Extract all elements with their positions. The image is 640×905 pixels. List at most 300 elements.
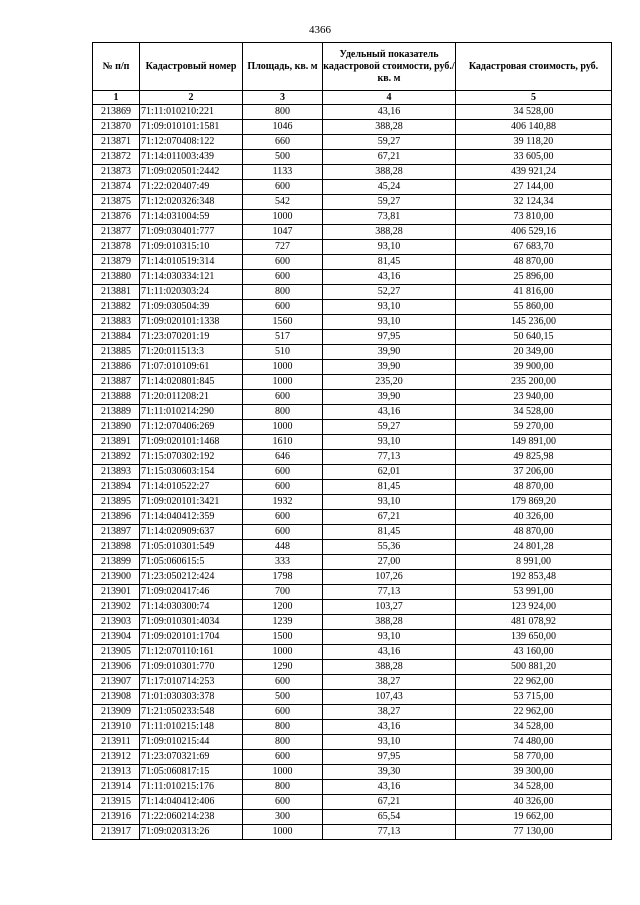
- cadastral-value-cell: 139 650,00: [456, 630, 612, 645]
- table-row: [93, 720, 612, 735]
- cadastral-number-cell: 71:23:050212:424: [140, 570, 243, 585]
- cadastral-value-cell: 34 528,00: [456, 105, 612, 120]
- specific-value-cell: 93,10: [323, 240, 456, 255]
- cadastral-value-cell: 22 962,00: [456, 705, 612, 720]
- area-cell: 500: [243, 690, 323, 705]
- area-cell: 517: [243, 330, 323, 345]
- row-number-cell: 213904: [93, 630, 140, 645]
- cadastral-number-cell: 71:11:010210:221: [140, 105, 243, 120]
- cadastral-value-cell: 34 528,00: [456, 720, 612, 735]
- table-row: [93, 615, 612, 630]
- cadastral-value-cell: 55 860,00: [456, 300, 612, 315]
- row-number-cell: 213879: [93, 255, 140, 270]
- cadastral-number-cell: 71:20:011513:3: [140, 345, 243, 360]
- row-number-cell: 213911: [93, 735, 140, 750]
- table-row: [93, 765, 612, 780]
- specific-value-cell: 93,10: [323, 435, 456, 450]
- row-number-cell: 213915: [93, 795, 140, 810]
- area-cell: 600: [243, 795, 323, 810]
- cadastral-value-cell: 39 118,20: [456, 135, 612, 150]
- specific-value-cell: 52,27: [323, 285, 456, 300]
- area-cell: 1798: [243, 570, 323, 585]
- area-cell: 800: [243, 105, 323, 120]
- table-row: [93, 645, 612, 660]
- column-number-3: 3: [243, 91, 323, 105]
- specific-value-cell: 39,90: [323, 345, 456, 360]
- table-row: [93, 735, 612, 750]
- cadastral-number-cell: 71:09:020101:1704: [140, 630, 243, 645]
- row-number-cell: 213881: [93, 285, 140, 300]
- area-cell: 600: [243, 480, 323, 495]
- area-cell: 510: [243, 345, 323, 360]
- cadastral-value-cell: 23 940,00: [456, 390, 612, 405]
- specific-value-cell: 43,16: [323, 105, 456, 120]
- area-cell: 600: [243, 705, 323, 720]
- area-cell: 300: [243, 810, 323, 825]
- cadastral-number-cell: 71:15:030603:154: [140, 465, 243, 480]
- cadastral-value-cell: 40 326,00: [456, 510, 612, 525]
- row-number-cell: 213875: [93, 195, 140, 210]
- cadastral-value-cell: 39 300,00: [456, 765, 612, 780]
- row-number-cell: 213885: [93, 345, 140, 360]
- cadastral-value-cell: 406 140,88: [456, 120, 612, 135]
- cadastral-value-cell: 34 528,00: [456, 780, 612, 795]
- area-cell: 1560: [243, 315, 323, 330]
- cadastral-number-cell: 71:11:010215:148: [140, 720, 243, 735]
- column-number-2: 2: [140, 91, 243, 105]
- table-row: [93, 330, 612, 345]
- row-number-cell: 213877: [93, 225, 140, 240]
- area-cell: 600: [243, 255, 323, 270]
- row-number-cell: 213872: [93, 150, 140, 165]
- column-number-1: 1: [93, 91, 140, 105]
- area-cell: 1000: [243, 210, 323, 225]
- table-row: [93, 480, 612, 495]
- table-row: [93, 540, 612, 555]
- table-row: [93, 270, 612, 285]
- table-row: [93, 120, 612, 135]
- cadastral-value-cell: 32 124,34: [456, 195, 612, 210]
- cadastral-value-cell: 53 715,00: [456, 690, 612, 705]
- cadastral-number-cell: 71:22:020407:49: [140, 180, 243, 195]
- area-cell: 600: [243, 750, 323, 765]
- cadastral-value-cell: 59 270,00: [456, 420, 612, 435]
- table-row: [93, 390, 612, 405]
- cadastral-number-cell: 71:14:031004:59: [140, 210, 243, 225]
- area-cell: 700: [243, 585, 323, 600]
- cadastral-value-cell: 34 528,00: [456, 405, 612, 420]
- table-row: [93, 315, 612, 330]
- table-row: [93, 285, 612, 300]
- area-cell: 646: [243, 450, 323, 465]
- area-cell: 1046: [243, 120, 323, 135]
- specific-value-cell: 39,90: [323, 390, 456, 405]
- table-row: [93, 525, 612, 540]
- cadastral-value-cell: 73 810,00: [456, 210, 612, 225]
- cadastral-value-cell: 24 801,28: [456, 540, 612, 555]
- cadastral-value-cell: 48 870,00: [456, 255, 612, 270]
- cadastral-number-cell: 71:20:011208:21: [140, 390, 243, 405]
- specific-value-cell: 81,45: [323, 480, 456, 495]
- specific-value-cell: 67,21: [323, 795, 456, 810]
- cadastral-value-cell: 67 683,70: [456, 240, 612, 255]
- row-number-cell: 213893: [93, 465, 140, 480]
- row-number-cell: 213870: [93, 120, 140, 135]
- cadastral-value-cell: 439 921,24: [456, 165, 612, 180]
- area-cell: 600: [243, 675, 323, 690]
- row-number-cell: 213912: [93, 750, 140, 765]
- row-number-cell: 213913: [93, 765, 140, 780]
- header-area: Площадь, кв. м: [243, 43, 323, 91]
- cadastral-number-cell: 71:14:040412:406: [140, 795, 243, 810]
- row-number-cell: 213878: [93, 240, 140, 255]
- cadastral-number-cell: 71:09:010215:44: [140, 735, 243, 750]
- column-number-row: [93, 91, 612, 105]
- cadastral-number-cell: 71:11:010215:176: [140, 780, 243, 795]
- specific-value-cell: 93,10: [323, 735, 456, 750]
- row-number-cell: 213902: [93, 600, 140, 615]
- specific-value-cell: 388,28: [323, 165, 456, 180]
- area-cell: 1000: [243, 825, 323, 840]
- table-row: [93, 210, 612, 225]
- area-cell: 1239: [243, 615, 323, 630]
- specific-value-cell: 388,28: [323, 225, 456, 240]
- cadastral-value-cell: 19 662,00: [456, 810, 612, 825]
- table-row: [93, 450, 612, 465]
- specific-value-cell: 93,10: [323, 315, 456, 330]
- cadastral-number-cell: 71:09:010301:4034: [140, 615, 243, 630]
- area-cell: 448: [243, 540, 323, 555]
- specific-value-cell: 59,27: [323, 420, 456, 435]
- area-cell: 600: [243, 270, 323, 285]
- cadastral-value-cell: 481 078,92: [456, 615, 612, 630]
- row-number-cell: 213884: [93, 330, 140, 345]
- row-number-cell: 213886: [93, 360, 140, 375]
- cadastral-number-cell: 71:14:030334:121: [140, 270, 243, 285]
- row-number-cell: 213876: [93, 210, 140, 225]
- table-row: [93, 405, 612, 420]
- area-cell: 800: [243, 735, 323, 750]
- cadastral-value-cell: 40 326,00: [456, 795, 612, 810]
- specific-value-cell: 388,28: [323, 120, 456, 135]
- row-number-cell: 213874: [93, 180, 140, 195]
- page-number: 4366: [309, 24, 331, 36]
- specific-value-cell: 62,01: [323, 465, 456, 480]
- table-row: [93, 585, 612, 600]
- row-number-cell: 213905: [93, 645, 140, 660]
- area-cell: 800: [243, 780, 323, 795]
- specific-value-cell: 93,10: [323, 300, 456, 315]
- cadastral-value-cell: 48 870,00: [456, 525, 612, 540]
- table-row: [93, 360, 612, 375]
- cadastral-value-cell: 74 480,00: [456, 735, 612, 750]
- cadastral-value-cell: 33 605,00: [456, 150, 612, 165]
- specific-value-cell: 38,27: [323, 705, 456, 720]
- cadastral-value-cell: 406 529,16: [456, 225, 612, 240]
- specific-value-cell: 38,27: [323, 675, 456, 690]
- cadastral-value-cell: 77 130,00: [456, 825, 612, 840]
- table-row: [93, 375, 612, 390]
- cadastral-number-cell: 71:14:011003:439: [140, 150, 243, 165]
- cadastral-number-cell: 71:14:030300:74: [140, 600, 243, 615]
- table-row: [93, 300, 612, 315]
- table-header-row: [93, 43, 612, 91]
- cadastral-number-cell: 71:23:070201:19: [140, 330, 243, 345]
- header-specific-value: Удельный показатель кадастровой стоимости, руб./кв. м: [323, 43, 456, 91]
- cadastral-value-cell: 37 206,00: [456, 465, 612, 480]
- specific-value-cell: 67,21: [323, 510, 456, 525]
- cadastral-value-cell: 8 991,00: [456, 555, 612, 570]
- cadastral-number-cell: 71:07:010109:61: [140, 360, 243, 375]
- cadastral-number-cell: 71:14:010519:314: [140, 255, 243, 270]
- table-row: [93, 510, 612, 525]
- header-cadastral-value: Кадастровая стоимость, руб.: [456, 43, 612, 91]
- table-row: [93, 180, 612, 195]
- area-cell: 1290: [243, 660, 323, 675]
- cadastral-value-cell: 25 896,00: [456, 270, 612, 285]
- cadastral-number-cell: 71:01:030303:378: [140, 690, 243, 705]
- specific-value-cell: 235,20: [323, 375, 456, 390]
- table-row: [93, 465, 612, 480]
- area-cell: 333: [243, 555, 323, 570]
- table-row: [93, 600, 612, 615]
- table-row: [93, 255, 612, 270]
- specific-value-cell: 55,36: [323, 540, 456, 555]
- specific-value-cell: 97,95: [323, 750, 456, 765]
- row-number-cell: 213907: [93, 675, 140, 690]
- cadastral-number-cell: 71:09:010301:770: [140, 660, 243, 675]
- row-number-cell: 213896: [93, 510, 140, 525]
- specific-value-cell: 81,45: [323, 525, 456, 540]
- table-row: [93, 495, 612, 510]
- specific-value-cell: 43,16: [323, 270, 456, 285]
- cadastral-number-cell: 71:09:020101:1468: [140, 435, 243, 450]
- row-number-cell: 213888: [93, 390, 140, 405]
- table-row: [93, 660, 612, 675]
- cadastral-number-cell: 71:05:060615:5: [140, 555, 243, 570]
- specific-value-cell: 77,13: [323, 585, 456, 600]
- specific-value-cell: 107,26: [323, 570, 456, 585]
- cadastral-number-cell: 71:17:010714:253: [140, 675, 243, 690]
- table-row: [93, 750, 612, 765]
- row-number-cell: 213916: [93, 810, 140, 825]
- row-number-cell: 213899: [93, 555, 140, 570]
- specific-value-cell: 43,16: [323, 720, 456, 735]
- area-cell: 600: [243, 510, 323, 525]
- area-cell: 1000: [243, 765, 323, 780]
- area-cell: 1500: [243, 630, 323, 645]
- specific-value-cell: 107,43: [323, 690, 456, 705]
- area-cell: 600: [243, 180, 323, 195]
- area-cell: 660: [243, 135, 323, 150]
- header-cadastral-number: Кадастровый номер: [140, 43, 243, 91]
- row-number-cell: 213871: [93, 135, 140, 150]
- cadastral-value-cell: 48 870,00: [456, 480, 612, 495]
- row-number-cell: 213900: [93, 570, 140, 585]
- cadastral-number-cell: 71:22:060214:238: [140, 810, 243, 825]
- cadastral-number-cell: 71:15:070302:192: [140, 450, 243, 465]
- area-cell: 600: [243, 300, 323, 315]
- cadastral-value-cell: 50 640,15: [456, 330, 612, 345]
- table-row: [93, 570, 612, 585]
- area-cell: 1000: [243, 645, 323, 660]
- cadastral-value-cell: 500 881,20: [456, 660, 612, 675]
- row-number-cell: 213914: [93, 780, 140, 795]
- area-cell: 1610: [243, 435, 323, 450]
- row-number-cell: 213869: [93, 105, 140, 120]
- table-row: [93, 555, 612, 570]
- cadastral-number-cell: 71:05:060817:15: [140, 765, 243, 780]
- row-number-cell: 213895: [93, 495, 140, 510]
- specific-value-cell: 93,10: [323, 630, 456, 645]
- row-number-cell: 213901: [93, 585, 140, 600]
- area-cell: 600: [243, 525, 323, 540]
- row-number-cell: 213917: [93, 825, 140, 840]
- row-number-cell: 213898: [93, 540, 140, 555]
- cadastral-value-cell: 123 924,00: [456, 600, 612, 615]
- area-cell: 1000: [243, 375, 323, 390]
- table-row: [93, 780, 612, 795]
- specific-value-cell: 39,90: [323, 360, 456, 375]
- cadastral-value-table: [92, 42, 612, 840]
- table-row: [93, 690, 612, 705]
- table-row: [93, 825, 612, 840]
- specific-value-cell: 45,24: [323, 180, 456, 195]
- row-number-cell: 213908: [93, 690, 140, 705]
- cadastral-number-cell: 71:12:070408:122: [140, 135, 243, 150]
- cadastral-number-cell: 71:09:010101:1581: [140, 120, 243, 135]
- cadastral-number-cell: 71:12:070110:161: [140, 645, 243, 660]
- row-number-cell: 213894: [93, 480, 140, 495]
- table-row: [93, 345, 612, 360]
- specific-value-cell: 77,13: [323, 825, 456, 840]
- cadastral-value-cell: 20 349,00: [456, 345, 612, 360]
- area-cell: 1000: [243, 360, 323, 375]
- cadastral-value-cell: 149 891,00: [456, 435, 612, 450]
- row-number-cell: 213880: [93, 270, 140, 285]
- area-cell: 1133: [243, 165, 323, 180]
- cadastral-number-cell: 71:14:020801:845: [140, 375, 243, 390]
- cadastral-number-cell: 71:11:020303:24: [140, 285, 243, 300]
- cadastral-value-cell: 179 869,20: [456, 495, 612, 510]
- cadastral-number-cell: 71:12:020326:348: [140, 195, 243, 210]
- cadastral-number-cell: 71:14:010522:27: [140, 480, 243, 495]
- table-row: [93, 795, 612, 810]
- cadastral-number-cell: 71:09:030504:39: [140, 300, 243, 315]
- header-row-number: № п/п: [93, 43, 140, 91]
- specific-value-cell: 103,27: [323, 600, 456, 615]
- row-number-cell: 213906: [93, 660, 140, 675]
- cadastral-number-cell: 71:09:020417:46: [140, 585, 243, 600]
- area-cell: 500: [243, 150, 323, 165]
- row-number-cell: 213892: [93, 450, 140, 465]
- cadastral-value-cell: 27 144,00: [456, 180, 612, 195]
- specific-value-cell: 43,16: [323, 780, 456, 795]
- cadastral-value-cell: 145 236,00: [456, 315, 612, 330]
- row-number-cell: 213883: [93, 315, 140, 330]
- cadastral-number-cell: 71:21:050233:548: [140, 705, 243, 720]
- row-number-cell: 213873: [93, 165, 140, 180]
- table-row: [93, 135, 612, 150]
- cadastral-number-cell: 71:09:020101:1338: [140, 315, 243, 330]
- cadastral-number-cell: 71:14:040412:359: [140, 510, 243, 525]
- table-body: [93, 105, 612, 840]
- specific-value-cell: 388,28: [323, 660, 456, 675]
- area-cell: 542: [243, 195, 323, 210]
- row-number-cell: 213882: [93, 300, 140, 315]
- cadastral-number-cell: 71:23:070321:69: [140, 750, 243, 765]
- area-cell: 1932: [243, 495, 323, 510]
- table-row: [93, 240, 612, 255]
- table-row: [93, 675, 612, 690]
- row-number-cell: 213889: [93, 405, 140, 420]
- specific-value-cell: 43,16: [323, 405, 456, 420]
- cadastral-value-cell: 235 200,00: [456, 375, 612, 390]
- area-cell: 1000: [243, 420, 323, 435]
- specific-value-cell: 81,45: [323, 255, 456, 270]
- specific-value-cell: 65,54: [323, 810, 456, 825]
- cadastral-value-cell: 43 160,00: [456, 645, 612, 660]
- row-number-cell: 213897: [93, 525, 140, 540]
- specific-value-cell: 77,13: [323, 450, 456, 465]
- row-number-cell: 213903: [93, 615, 140, 630]
- column-number-4: 4: [323, 91, 456, 105]
- cadastral-number-cell: 71:09:020313:26: [140, 825, 243, 840]
- specific-value-cell: 73,81: [323, 210, 456, 225]
- cadastral-value-cell: 192 853,48: [456, 570, 612, 585]
- cadastral-number-cell: 71:11:010214:290: [140, 405, 243, 420]
- area-cell: 800: [243, 405, 323, 420]
- cadastral-number-cell: 71:09:030401:777: [140, 225, 243, 240]
- area-cell: 727: [243, 240, 323, 255]
- area-cell: 1047: [243, 225, 323, 240]
- area-cell: 600: [243, 465, 323, 480]
- specific-value-cell: 97,95: [323, 330, 456, 345]
- table-row: [93, 105, 612, 120]
- table-row: [93, 810, 612, 825]
- area-cell: 1200: [243, 600, 323, 615]
- table-row: [93, 435, 612, 450]
- row-number-cell: 213890: [93, 420, 140, 435]
- table-row: [93, 705, 612, 720]
- row-number-cell: 213887: [93, 375, 140, 390]
- specific-value-cell: 43,16: [323, 645, 456, 660]
- table-row: [93, 420, 612, 435]
- area-cell: 600: [243, 390, 323, 405]
- cadastral-number-cell: 71:09:010315:10: [140, 240, 243, 255]
- specific-value-cell: 39,30: [323, 765, 456, 780]
- table-row: [93, 225, 612, 240]
- table-row: [93, 630, 612, 645]
- cadastral-number-cell: 71:09:020101:3421: [140, 495, 243, 510]
- row-number-cell: 213910: [93, 720, 140, 735]
- cadastral-number-cell: 71:14:020909:637: [140, 525, 243, 540]
- row-number-cell: 213909: [93, 705, 140, 720]
- specific-value-cell: 388,28: [323, 615, 456, 630]
- area-cell: 800: [243, 285, 323, 300]
- specific-value-cell: 93,10: [323, 495, 456, 510]
- specific-value-cell: 27,00: [323, 555, 456, 570]
- cadastral-value-cell: 53 991,00: [456, 585, 612, 600]
- specific-value-cell: 59,27: [323, 135, 456, 150]
- area-cell: 800: [243, 720, 323, 735]
- cadastral-number-cell: 71:09:020501:2442: [140, 165, 243, 180]
- cadastral-value-cell: 22 962,00: [456, 675, 612, 690]
- specific-value-cell: 67,21: [323, 150, 456, 165]
- table-row: [93, 150, 612, 165]
- cadastral-value-cell: 58 770,00: [456, 750, 612, 765]
- cadastral-number-cell: 71:12:070406:269: [140, 420, 243, 435]
